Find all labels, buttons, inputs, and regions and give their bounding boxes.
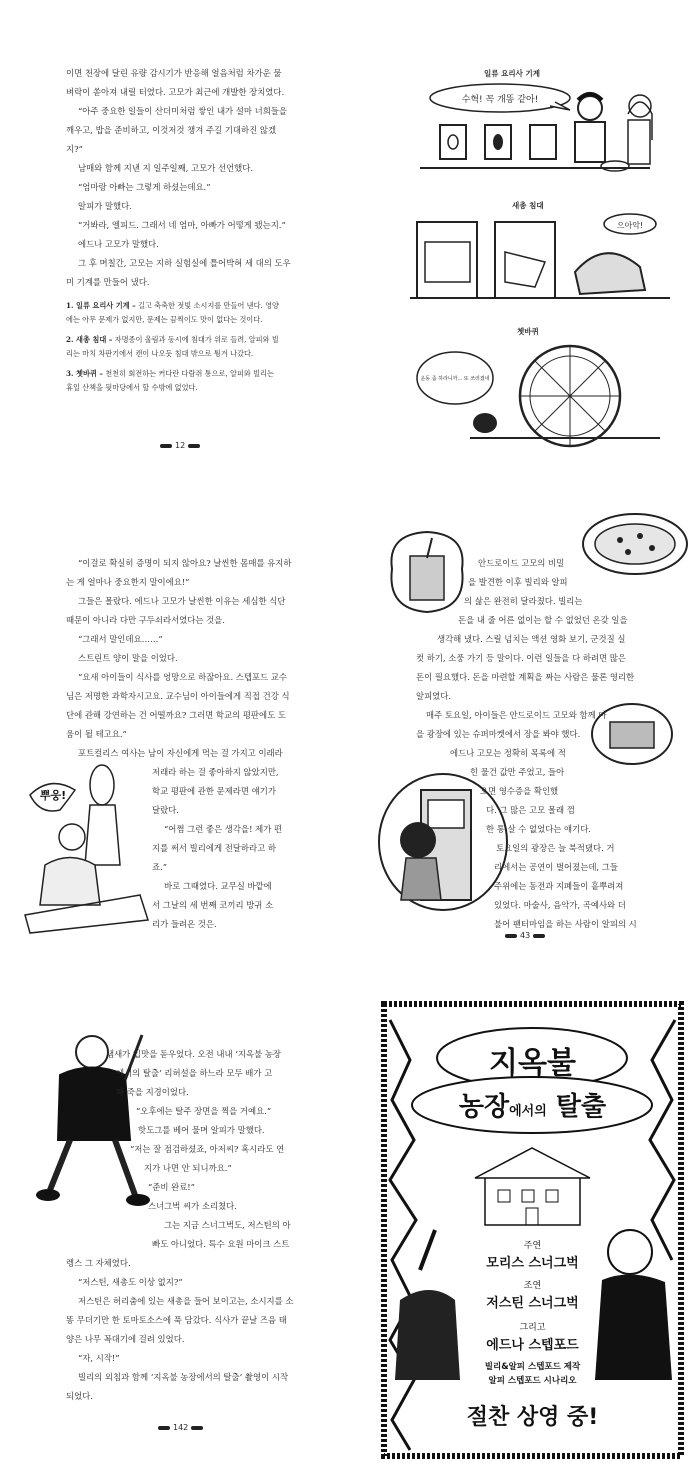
page-number bbox=[505, 931, 545, 940]
paragraph: “엄마랑 아빠는 그렇게 하셨는데요.” bbox=[78, 182, 211, 192]
paragraph: 남매와 함께 지낸 지 일주일째, 고모가 선언했다. bbox=[78, 163, 254, 173]
note-title: 3. 쳇바퀴 – bbox=[66, 369, 103, 378]
poster-tagline: 절찬 상영 중! bbox=[466, 1405, 599, 1430]
folio-bar-left bbox=[160, 444, 172, 448]
paragraph: 힌 물건 값만 주었고, 들아 bbox=[470, 767, 565, 777]
note-text: 자명종이 울림과 동시에 침대가 위로 들려, 알피와 빌 bbox=[112, 335, 279, 344]
paragraph: 빠도 아니었다. 특수 요원 마이크 스트 bbox=[152, 1239, 290, 1249]
paragraph: 깨우고, 밥을 준비하고, 이것저것 챙겨 주길 기대하진 않겠 bbox=[66, 125, 277, 135]
note-item bbox=[66, 298, 338, 328]
page-number-text: 142 bbox=[173, 1423, 189, 1432]
paragraph: 달랐다. bbox=[152, 805, 179, 815]
paragraph: 을 발견한 이후 빌리와 알피 bbox=[468, 577, 568, 587]
paragraph: “이걸로 확실히 증명이 되지 않아요? 날씬한 몸매를 유지하 bbox=[78, 558, 292, 568]
paragraph: 지를 써서 빌리에게 전달하라고 하 bbox=[152, 843, 276, 853]
note-title: 1. 일류 요리사 기계 – bbox=[66, 301, 136, 310]
sfx-text: 뿌웅! bbox=[39, 789, 67, 802]
paragraph: 저래라 하는 걸 좋아하지 않았지만, bbox=[152, 767, 279, 777]
paragraph: 을 광장에 있는 슈퍼마켓에서 장을 봐야 했다. bbox=[416, 729, 581, 739]
paragraph: 그는 지금 스너그벅도, 저스틴의 아 bbox=[164, 1220, 291, 1230]
paragraph: 한 통 살 수 없었다는 얘기다. bbox=[486, 824, 591, 834]
caption-hamster-wheel: 쳇바퀴 bbox=[517, 327, 539, 336]
paragraph: 빌리의 외침과 함께 ‘지옥불 농장에서의 탈출’ 촬영이 시작 bbox=[78, 1372, 289, 1382]
paragraph: 죠.” bbox=[152, 862, 168, 872]
folio-bar-left bbox=[158, 1426, 170, 1430]
note-text: 리는 마치 차판기에서 캔이 나오듯 침대 밖으로 튕겨 나갔다. bbox=[66, 349, 254, 358]
paragraph: 바로 그때였다. 교무실 바깥에 bbox=[164, 881, 272, 891]
paragraph: 미 기계를 만들어 냈다. bbox=[66, 277, 150, 287]
page-number-text: 12 bbox=[175, 441, 186, 450]
speech-bubble-text: 으아악! bbox=[616, 221, 644, 230]
paragraph: 알피였다. bbox=[416, 691, 452, 701]
supporting-name: 저스틴 스너그벅 bbox=[486, 1296, 579, 1311]
paragraph: 오면 영수증을 확인했 bbox=[480, 786, 559, 796]
paragraph: 움이 될 테고요.” bbox=[66, 729, 127, 739]
paragraph: 저스틴은 허리춤에 있는 새총을 들어 보이고는, 소시지를 소 bbox=[78, 1296, 294, 1306]
page-142-text bbox=[66, 1045, 346, 1406]
supporting-label: 조연 bbox=[523, 1281, 542, 1291]
paragraph: “그래서 말인데요……” bbox=[78, 634, 163, 644]
paragraph: 이면 천장에 달린 유량 감시기가 반응해 얼음처럼 차가운 물 bbox=[66, 68, 282, 78]
credit-producer: 빌리&알피 스텝포드 제작 bbox=[484, 1362, 581, 1372]
paragraph: 스너그벅 씨가 소리쳤다. bbox=[148, 1201, 237, 1211]
paragraph: 컷 하기, 소풍 가기 등 말이다. 이런 일들을 다 하려면 많은 bbox=[416, 653, 626, 663]
note-item bbox=[66, 332, 338, 362]
paragraph: 토요일의 광장은 늘 북적댔다. 거 bbox=[496, 843, 615, 853]
speech-bubble-text: 수혁! 꼭 개똥 같아! bbox=[461, 95, 539, 105]
paragraph: 때문이 아니라 다만 구두쇠라서였다는 것을. bbox=[66, 615, 225, 625]
paragraph: 안드로이드 고모의 비밀 bbox=[478, 558, 565, 568]
paragraph: “오후에는 탈주 장면을 찍을 거예요.” bbox=[136, 1106, 272, 1116]
paragraph: 똥 무더기만 한 토마토소스에 푹 담갔다. 식사가 끝날 즈음 태 bbox=[66, 1315, 287, 1325]
caption-slingshot-bed: 새총 침대 bbox=[512, 201, 544, 210]
paragraph: 불어 팬터마임을 하는 사람이 알피의 시 bbox=[494, 919, 637, 929]
page-left2-text bbox=[66, 554, 336, 763]
poster-title-line1: 지옥불 bbox=[489, 1046, 576, 1081]
folio-bar-right bbox=[188, 444, 200, 448]
poster-title-farm: 농장 bbox=[458, 1092, 510, 1122]
page-12-notes bbox=[66, 298, 338, 400]
paragraph: 냄새가 입맛을 돋우었다. 오전 내내 ‘지옥불 농장 bbox=[106, 1049, 282, 1059]
paragraph: 핫도그를 베어 물며 알피가 말했다. bbox=[138, 1125, 265, 1135]
page-43-text bbox=[360, 554, 680, 934]
starring-name: 모리스 스너그벅 bbox=[486, 1256, 579, 1271]
note-text: 휴일 산책을 뒷마당에서 할 수밖에 없었다. bbox=[66, 383, 198, 392]
starring-label: 주연 bbox=[523, 1241, 542, 1251]
paragraph: 벼락이 쏟아져 내릴 터였다. 고모가 최근에 개발한 장치였다. bbox=[66, 87, 285, 97]
paragraph: “요새 아이들이 식사를 엉망으로 하잖아요. 스텝포드 교수 bbox=[78, 672, 287, 682]
paragraph: 님은 저명한 과학자시고요. 교수님이 아이들에게 직접 건강 식 bbox=[66, 691, 290, 701]
page-left2-text-right bbox=[152, 763, 342, 934]
paragraph: 돈을 내 줄 어른 없이는 할 수 없었던 온갖 일을 bbox=[458, 615, 628, 625]
paragraph: 지가 나면 안 되니까요.” bbox=[144, 1163, 232, 1173]
poster-title-from: 에서의 bbox=[509, 1104, 547, 1119]
paragraph: 서 그날의 세 번째 코끼리 방귀 소 bbox=[152, 900, 274, 910]
folio-bar-right bbox=[191, 1426, 203, 1430]
note-text: 길고 축축한 젓빛 소시지를 만들어 낸다. 영양 bbox=[135, 301, 279, 310]
note-text: 에는 아무 문제가 없지만, 문제는 끔찍이도 맛이 없다는 것이다. bbox=[66, 315, 263, 324]
poster-title-escape: 탈출 bbox=[555, 1092, 607, 1122]
paragraph: 있었다. 마술사, 음악가, 곡예사와 더 bbox=[494, 900, 626, 910]
paragraph: 에드나 고모가 말했다. bbox=[78, 239, 159, 249]
and-name: 에드나 스텝포드 bbox=[486, 1338, 579, 1353]
paragraph: 돈이 필요했다. 돈을 마련할 계획을 짜는 사람은 물론 영리한 bbox=[416, 672, 635, 682]
paragraph: 에서의 탈출’ 리허설을 하느라 모두 배가 고 bbox=[116, 1068, 273, 1078]
paragraph: 는 게 얼마나 중요한지 말이에요!” bbox=[66, 577, 190, 587]
page-number bbox=[160, 441, 200, 450]
paragraph: 리에서는 공연이 벌어졌는데, 그들 bbox=[494, 862, 618, 872]
page-12-text bbox=[66, 64, 336, 292]
credit-writer: 알피 스텝포드 시나리오 bbox=[488, 1376, 577, 1386]
folio-bar-left bbox=[505, 934, 517, 938]
slingshot-bed-illustration bbox=[405, 212, 675, 302]
paragraph: 단에 관해 강연하는 건 어떨까요? 그러면 학교의 평판에도 도 bbox=[66, 710, 286, 720]
paragraph: 렝스 그 자체였다. bbox=[66, 1258, 131, 1268]
paragraph: 학교 평판에 관한 문제라면 얘기가 bbox=[152, 786, 276, 796]
paragraph: 알피가 말했다. bbox=[78, 201, 132, 211]
paragraph: 양은 나무 꼭대기에 걸려 있었다. bbox=[66, 1334, 185, 1344]
folio-bar-right bbox=[533, 934, 545, 938]
note-title: 2. 새총 침대 – bbox=[66, 335, 113, 344]
paragraph: “저는 잘 점검하셨죠, 아저씨? 혹시라도 연 bbox=[130, 1144, 285, 1154]
note-text: 천천히 회전하는 커다란 다람쥐 통으로, 알피와 빌리는 bbox=[102, 369, 274, 378]
poster-title-line2 bbox=[380, 1086, 685, 1123]
page-number-text: 43 bbox=[520, 931, 531, 940]
paragraph: 에드나 고모는 정확히 목록에 적 bbox=[450, 748, 566, 758]
note-item bbox=[66, 366, 338, 396]
paragraph: 리가 들려온 것은. bbox=[152, 919, 217, 929]
paragraph: 주위에는 동전과 지폐들이 흩뿌려져 bbox=[494, 881, 624, 891]
paragraph: 포트컬리스 여사는 남이 자신에게 먹는 걸 가지고 이래라 bbox=[78, 748, 283, 758]
paragraph: “어쩜 그런 좋은 생각을! 제가 편 bbox=[164, 824, 283, 834]
paragraph: 파 죽을 지경이었다. bbox=[116, 1087, 189, 1097]
paragraph: 되었다. bbox=[66, 1391, 93, 1401]
movie-poster bbox=[380, 1000, 685, 1460]
paragraph: “자, 시작!” bbox=[78, 1353, 120, 1363]
chef-machine-illustration bbox=[400, 80, 670, 180]
paragraph: 그 후 며칠간, 고모는 지하 실험실에 틀어박혀 세 대의 도우 bbox=[78, 258, 291, 268]
woman-at-desk-illustration bbox=[20, 755, 150, 935]
paragraph: 생각해 냈다. 스릴 넘치는 액션 영화 보기, 군것질 실 bbox=[437, 634, 626, 644]
hamster-wheel-illustration bbox=[410, 338, 670, 448]
paragraph: “저스틴, 새총도 이상 없지?” bbox=[78, 1277, 183, 1287]
paragraph: 스트린트 양이 말을 이었다. bbox=[78, 653, 178, 663]
paragraph: “아주 중요한 일들이 산더미처럼 쌓인 내가 설마 너희들을 bbox=[78, 106, 287, 116]
and-label: 그리고 bbox=[519, 1323, 546, 1333]
paragraph: 다. 그 많은 고모 몰래 껌 bbox=[486, 805, 575, 815]
paragraph: “거봐라, 엘피드. 그래서 네 엄마, 아빠가 어떻게 됐는지.” bbox=[78, 220, 286, 230]
paragraph: 매주 토요일, 아이들은 안드로이드 고모와 함께 마 bbox=[426, 710, 607, 720]
paragraph: 의 삶은 완전히 달라졌다. 빌리는 bbox=[464, 596, 583, 606]
paragraph: 그들은 몰랐다. 에드나 고모가 날씬한 이유는 세심한 식단 bbox=[78, 596, 286, 606]
paragraph: “준비 완료!” bbox=[148, 1182, 195, 1192]
paragraph: 지?” bbox=[66, 144, 83, 154]
caption-chef-machine: 일류 요리사 기계 bbox=[484, 69, 540, 78]
page-number bbox=[158, 1423, 203, 1432]
speech-bubble-text: 운동 좀 하라니까... 또 쓰러졌네 bbox=[420, 376, 490, 382]
